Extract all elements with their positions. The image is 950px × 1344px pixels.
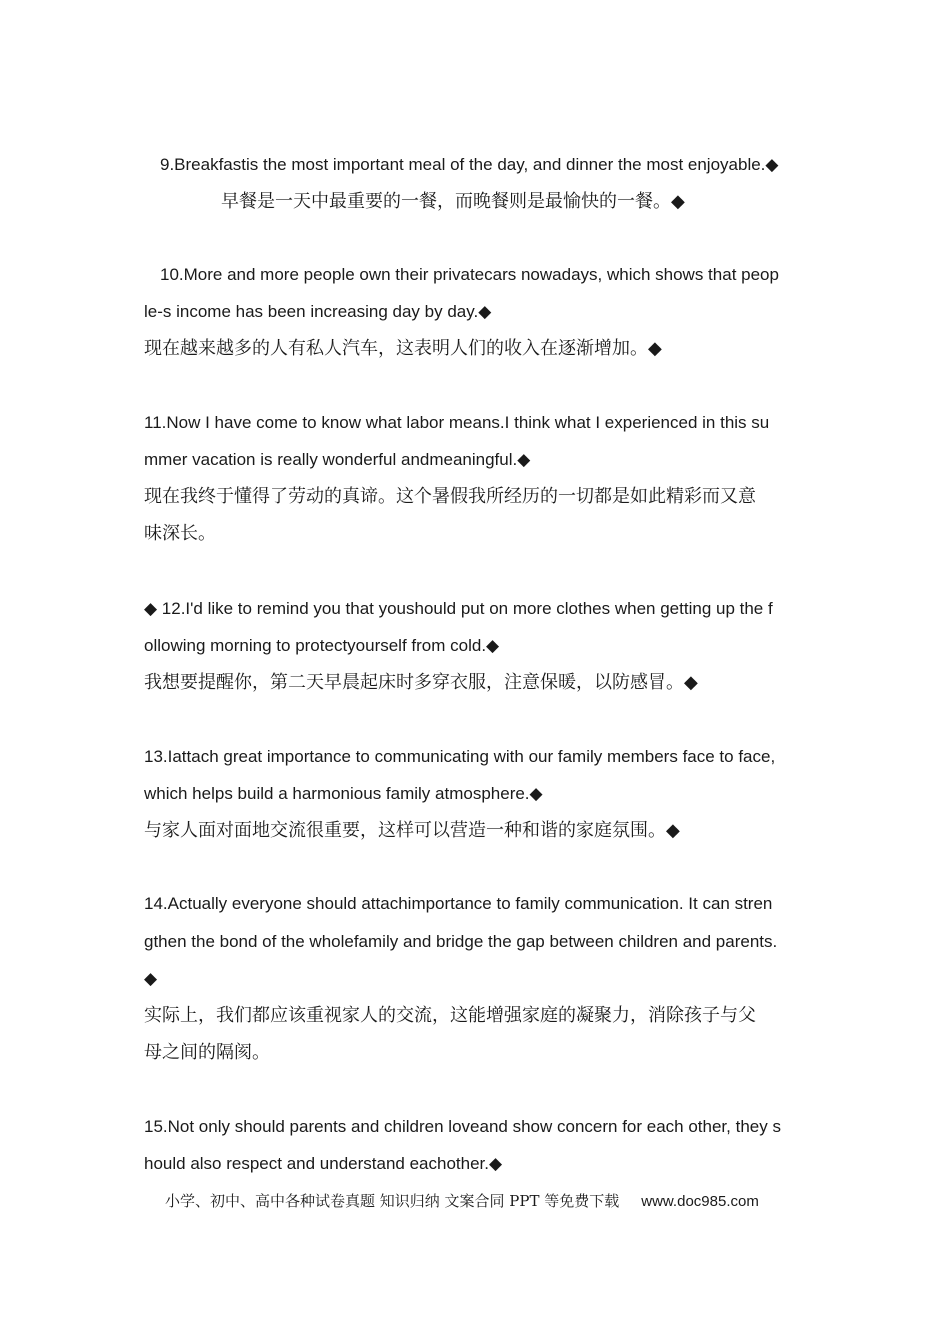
item-13-en-line2: which helps build a harmonious family atmosphere.◆ [144, 784, 543, 803]
item-10-en-line1: 10.More and more people own their privatecars nowadays, which shows that peop [160, 265, 779, 284]
item-13-en-line1: 13.Iattach great importance to communicating with our family members face to face, [144, 747, 776, 766]
item-11-zh-line2: 味深长。 [144, 523, 216, 544]
footer-site-link[interactable]: www.doc985.com [641, 1193, 759, 1210]
item-12-en-line1: ◆ 12.I'd like to remind you that youshould put on more clothes when getting up the f [144, 599, 773, 618]
footer-text: 小学、初中、高中各种试卷真题 知识归纳 文案合同 PPT 等免费下载 [165, 1192, 620, 1210]
item-10-en-line2: le-s income has been increasing day by day.◆ [144, 302, 492, 321]
item-14-zh-line1: 实际上，我们都应该重视家人的交流，这能增强家庭的凝聚力，消除孩子与父 [144, 1005, 756, 1026]
item-13-zh: 与家人面对面地交流很重要，这样可以营造一种和谐的家庭氛围。◆ [144, 820, 680, 841]
item-11-en-line1: 11.Now I have come to know what labor means.I think what I experienced in this su [144, 413, 770, 432]
item-9-zh: 早餐是一天中最重要的一餐，而晚餐则是最愉快的一餐。◆ [221, 191, 685, 212]
page-footer [165, 1190, 805, 1213]
item-12-zh: 我想要提醒你，第二天早晨起床时多穿衣服，注意保暖，以防感冒。◆ [144, 672, 698, 693]
item-15-en-line1: 15.Not only should parents and children loveand show concern for each other, they s [144, 1117, 781, 1136]
item-10-zh: 现在越来越多的人有私人汽车，这表明人们的收入在逐渐增加。◆ [144, 338, 662, 359]
item-11-zh-line1: 现在我终于懂得了劳动的真谛。这个暑假我所经历的一切都是如此精彩而又意 [144, 486, 756, 507]
item-14-zh-line2: 母之间的隔阂。 [144, 1042, 270, 1063]
item-14-en-line1: 14.Actually everyone should attachimportance to family communication. It can stren [144, 894, 773, 913]
item-14-en-line2: gthen the bond of the wholefamily and bridge the gap between children and parents. [144, 932, 778, 951]
item-15-en-line2: hould also respect and understand eachother.◆ [144, 1154, 503, 1173]
item-9-en: 9.Breakfastis the most important meal of the day, and dinner the most enjoyable.◆ [160, 155, 779, 174]
item-12-en-line2: ollowing morning to protectyourself from cold.◆ [144, 636, 500, 655]
item-14-en-line3: ◆ [144, 969, 158, 988]
item-11-en-line2: mmer vacation is really wonderful andmeaningful.◆ [144, 450, 531, 469]
